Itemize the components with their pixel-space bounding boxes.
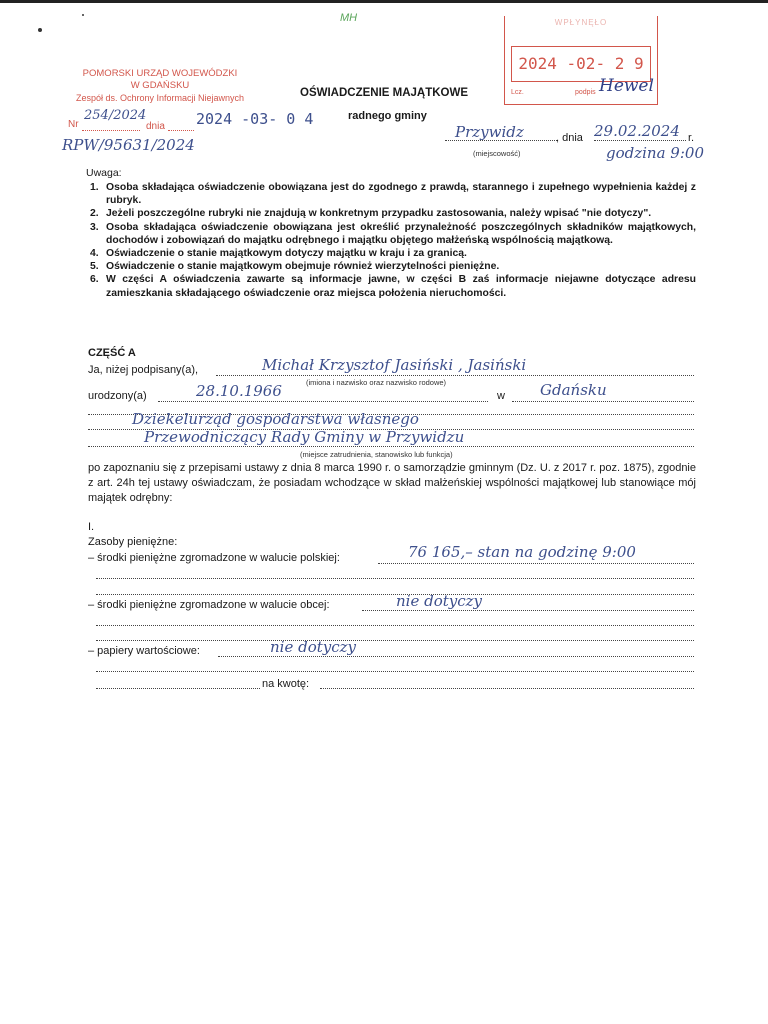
uwaga-item: 5. Oświadczenie o stanie majątkowym obejmuje również wierzytelności pieniężne. (90, 261, 500, 273)
document-title: OŚWIADCZENIE MAJĄTKOWE (300, 87, 469, 99)
born-date-dots (158, 401, 488, 402)
date-dots (594, 140, 686, 141)
securities-dots (218, 656, 694, 657)
foreign-value: nie dotyczy (396, 592, 483, 610)
office-stamp-line1: POMORSKI URZĄD WOJEWÓDZKI (82, 68, 238, 79)
securities-label: – papiery wartościowe: (88, 645, 200, 657)
employment-dots-2 (88, 446, 694, 447)
born-w-label: w (497, 390, 505, 402)
receipt-signature: Hewel (599, 76, 654, 96)
born-label: urodzony(a) (88, 390, 147, 402)
office-stamp-nr-label: Nr (68, 119, 79, 130)
date-value: 29.02.2024 (594, 122, 680, 140)
place-value: Przywidz (455, 123, 524, 141)
scan-speck (38, 28, 42, 32)
born-date: 28.10.1966 (196, 382, 282, 400)
nr-dots (82, 130, 140, 131)
pln-dots-3 (96, 594, 694, 595)
uwaga-item: 3. Osoba składająca oświadczenie obowiązana jest określić przynależność poszczególnych składników majątkowych, dochodów i zobowiązań do majątku odrębnego i majątku objętego małżeńską wspólnością majątkową. (90, 221, 696, 246)
foreign-dots-2 (96, 625, 694, 626)
document-subtitle: radnego gminy (348, 110, 427, 122)
receipt-lcz-label: Lcz. (511, 89, 524, 96)
employment-line-2: Przewodniczący Rady Gminy w Przywidzu (144, 428, 465, 446)
born-place: Gdańsku (540, 381, 607, 399)
green-initials: MH (340, 12, 358, 24)
receipt-podpis-label: podpis (575, 89, 596, 96)
employment-caption: (miejsce zatrudnienia, stanowisko lub funkcja) (300, 450, 453, 459)
pln-dots (378, 563, 694, 564)
place-caption: (miejscowość) (473, 149, 521, 158)
employment-line-1: Dziekelurząd gospodarstwa własnego (132, 410, 419, 428)
uwaga-item: 6. W części A oświadczenia zawarte są informacje jawne, w części B zaś informacje niejawne dotyczące adresu zamieszkania składającego oświadczenie oraz miejsca położenia nieruchomości. (90, 274, 696, 299)
hour-note: godzina 9:00 (606, 144, 704, 162)
amount-dots (320, 688, 694, 689)
receipt-stamp-header: WPŁYNĘŁO (554, 18, 608, 27)
signed-label: Ja, niżej podpisany(a), (88, 364, 199, 376)
amount-label: na kwotę: (262, 678, 310, 690)
pln-value: 76 165,– stan na godzinę 9:00 (408, 543, 636, 561)
name-caption: (imiona i nazwisko oraz nazwisko rodowe) (306, 378, 447, 387)
uwaga-item: 4. Oświadczenie o stanie majątkowym dotyczy majątku w kraju i za granicą. (90, 248, 467, 260)
section-title: Zasoby pieniężne: (88, 536, 178, 548)
securities-dots-2 (96, 671, 694, 672)
dnia-dots (168, 130, 194, 131)
amount-dots-left (96, 688, 260, 689)
scan-speck (82, 14, 84, 16)
part-a-heading: CZĘŚĆ A (88, 347, 136, 359)
name-dots (216, 375, 694, 376)
scan-top-edge (0, 0, 768, 3)
office-stamp-date: 2024 -03- 0 4 (196, 110, 314, 128)
office-stamp-reference: RPW/95631/2024 (62, 136, 195, 154)
section-roman: I. (88, 521, 95, 533)
pln-label: – środki pieniężne zgromadzone w walucie polskiej: (88, 552, 340, 564)
foreign-dots (362, 610, 694, 611)
uwaga-label: Uwaga: (86, 167, 122, 179)
date-r-suffix: r. (688, 132, 695, 144)
office-stamp-dnia-label: dnia (146, 121, 165, 132)
date-label: , dnia (556, 132, 583, 144)
pln-dots-2 (96, 578, 694, 579)
foreign-dots-3 (96, 640, 694, 641)
uwaga-list (90, 181, 696, 300)
securities-value: nie dotyczy (270, 638, 357, 656)
foreign-label: – środki pieniężne zgromadzone w walucie obcej: (88, 599, 330, 611)
uwaga-item: 2. Jeżeli poszczególne rubryki nie znajdują w konkretnym przypadku zastosowania, należy wpisać "nie dotyczy". (90, 208, 652, 220)
receipt-stamp (504, 16, 658, 105)
office-stamp-line3: Zespół ds. Ochrony Informacji Niejawnych (75, 93, 245, 103)
receipt-stamp-date: 2024 -02- 2 9 (518, 54, 644, 73)
statement-text: po zapoznaniu się z przepisami ustawy z dnia 8 marca 1990 r. o samorządzie gminnym (Dz. U. z 2017 r. poz. 1875), zgodnie z art. 24h tej ustawy oświadczam, że posiadam wchodzące w skład małżeńskiej wspólności majątkowej lub stanowiące mój majątek odrębny: (88, 462, 696, 504)
office-stamp (40, 68, 280, 104)
name-value: Michał Krzysztof Jasiński , Jasiński (262, 356, 527, 374)
office-stamp-line2: W GDAŃSKU (130, 80, 190, 91)
born-place-dots (512, 401, 694, 402)
office-stamp-nr-value: 254/2024 (84, 108, 147, 123)
uwaga-item: 1. Osoba składająca oświadczenie obowiązana jest do zgodnego z prawdą, starannego i zupełnego wypełnienia każdej z rubryk. (90, 182, 696, 207)
